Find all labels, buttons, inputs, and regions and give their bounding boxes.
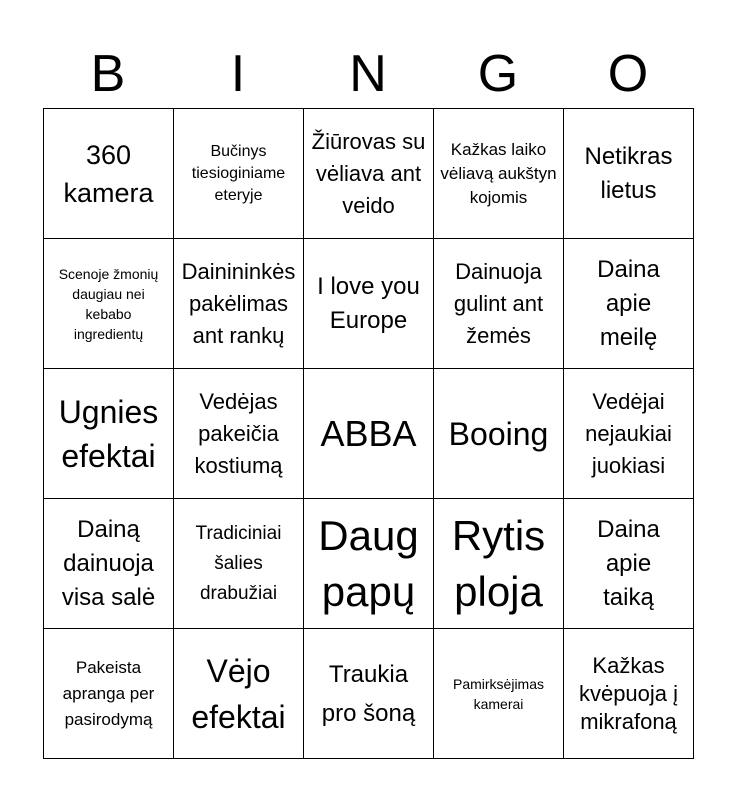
bingo-cell[interactable]: [44, 499, 174, 629]
bingo-card-grid: [43, 108, 694, 759]
bingo-cell[interactable]: [44, 109, 174, 239]
bingo-cell[interactable]: [434, 239, 564, 369]
cell-text: 360 kamera: [63, 139, 154, 208]
cell-text: Dainuoja gulint ant žemės: [453, 258, 544, 348]
cell-text: Pamirksėjimas kamerai: [452, 675, 544, 712]
cell-text: Traukia pro šoną: [321, 660, 416, 727]
bingo-cell[interactable]: [304, 109, 434, 239]
cell-text: I love you Europe: [317, 272, 420, 334]
bingo-cell[interactable]: [434, 109, 564, 239]
bingo-cell[interactable]: [564, 239, 694, 369]
cell-text: Vedėjas pakeičia kostiumą: [194, 388, 283, 478]
title-letter-i: I: [230, 45, 246, 103]
cell-text: Daina apie meilę: [597, 255, 660, 351]
cell-text: Bučinys tiesioginiame eteryje: [191, 142, 286, 204]
bingo-cell[interactable]: [304, 369, 434, 499]
bingo-cell[interactable]: [564, 629, 694, 759]
bingo-cell[interactable]: [564, 369, 694, 499]
title-letter-o: O: [607, 45, 649, 103]
bingo-cell[interactable]: [564, 109, 694, 239]
bingo-cell[interactable]: [44, 369, 174, 499]
bingo-cell[interactable]: [564, 499, 694, 629]
title-letter-g: G: [477, 45, 519, 103]
bingo-cell[interactable]: [434, 499, 564, 629]
cell-text: Scenoje žmonių daugiau nei kebabo ingredientų: [58, 265, 159, 342]
bingo-cell[interactable]: [44, 629, 174, 759]
bingo-cell[interactable]: [174, 109, 304, 239]
bingo-cell[interactable]: [44, 239, 174, 369]
bingo-cell[interactable]: [174, 499, 304, 629]
title-letter-n: N: [349, 45, 387, 103]
bingo-cell[interactable]: [304, 239, 434, 369]
bingo-cell[interactable]: [304, 629, 434, 759]
cell-text: Dainą dainuoja visa salė: [61, 515, 156, 611]
title-letter-b: B: [90, 45, 126, 103]
cell-text: ABBA: [320, 412, 417, 454]
bingo-cell[interactable]: [304, 499, 434, 629]
cell-text: Ugnies efektai: [58, 393, 159, 474]
cell-text: Vėjo efektai: [191, 652, 286, 735]
cell-text: Kažkas laiko vėliavą aukštyn kojomis: [440, 139, 557, 207]
cell-text: Kažkas kvėpuoja į mikrafoną: [578, 652, 679, 734]
cell-text: Daina apie taiką: [597, 515, 660, 611]
bingo-cell[interactable]: [434, 629, 564, 759]
cell-text: Booing: [448, 415, 549, 452]
bingo-cell[interactable]: [174, 239, 304, 369]
bingo-title: [43, 40, 693, 108]
cell-text: Daug papų: [318, 511, 419, 615]
bingo-cell[interactable]: [174, 369, 304, 499]
cell-text: Vedėjai nejaukiai juokiasi: [585, 388, 672, 478]
bingo-cell[interactable]: [434, 369, 564, 499]
cell-text: Dainininkės pakėlimas ant rankų: [181, 258, 296, 348]
bingo-cell[interactable]: [174, 629, 304, 759]
cell-text: Pakeista apranga per pasirodymą: [62, 657, 155, 729]
cell-text: Netikras lietus: [584, 142, 673, 204]
cell-text: Žiūrovas su vėliava ant veido: [311, 128, 426, 218]
cell-text: Rytis ploja: [451, 511, 546, 615]
cell-text: Tradiciniai šalies drabužiai: [195, 522, 282, 604]
